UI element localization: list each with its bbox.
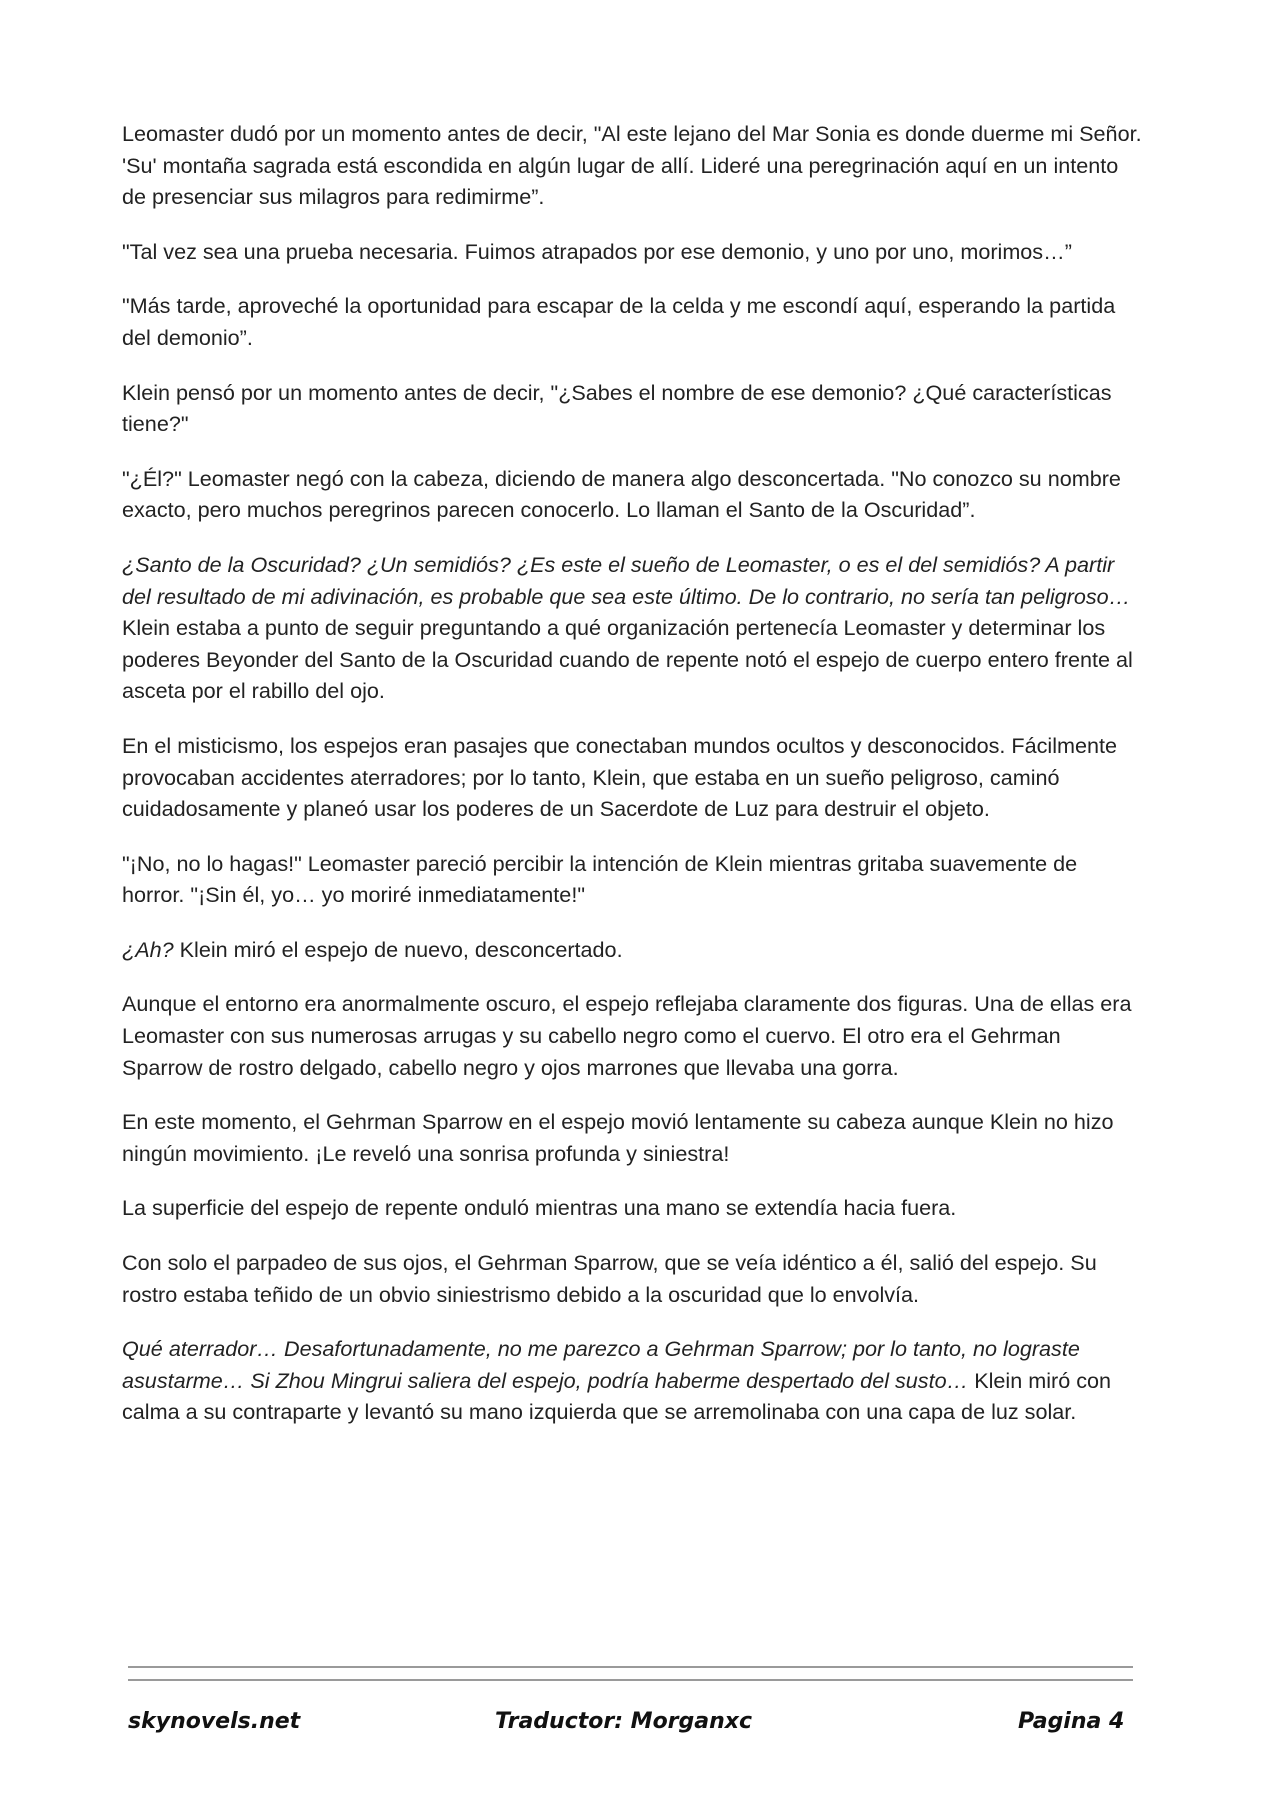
paragraph-8: "¡No, no lo hagas!" Leomaster pareció percibir la intención de Klein mientras gritaba suavemente de horror. "¡Sin él, yo… yo moriré inmediatamente!" <box>122 850 1078 908</box>
footer-site: skynovels.net <box>128 1709 301 1734</box>
paragraph-5: "¿Él?" Leomaster negó con la cabeza, diciendo de manera algo desconcertada. "No conozco su nombre exacto, pero muchos peregrinos parecen conocerlo. Lo llaman el Santo de la Oscuridad”. <box>122 465 1121 523</box>
footer-divider-top <box>128 1666 1133 1668</box>
footer-translator: Traductor: Morganxc <box>495 1709 753 1734</box>
body-text <box>122 118 1142 1451</box>
footer-page-number: Pagina 4 <box>1018 1709 1125 1734</box>
paragraph-10: Aunque el entorno era anormalmente oscuro, el espejo reflejaba claramente dos figuras. Una de ellas era Leomaster con sus numerosas arrugas y su cabello negro como el cuervo. El otro era el Gehrman Sparrow de rostro delgado, cabello negro y ojos marrones que llevaba una gorra. <box>122 991 1132 1080</box>
paragraph-3: "Más tarde, aproveché la oportunidad para escapar de la celda y me escondí aquí, esperando la partida del demonio”. <box>122 293 1116 350</box>
paragraph-4: Klein pensó por un momento antes de decir, "¿Sabes el nombre de ese demonio? ¿Qué características tiene?" <box>122 379 1112 437</box>
paragraph-2: "Tal vez sea una prueba necesaria. Fuimos atrapados por ese demonio, y uno por uno, morimos…” <box>122 238 1072 264</box>
paragraph-14: Qué aterrador… Desafortunadamente, no me parezco a Gehrman Sparrow; por lo tanto, no lograste asustarme… Si Zhou Mingrui saliera del espejo, podría haberme despertado del susto… Klein miró con calma a su contraparte y levantó su mano izquierda que se arremolinaba con una capa de luz solar. <box>122 1336 1112 1425</box>
paragraph-13: Con solo el parpadeo de sus ojos, el Gehrman Sparrow, que se veía idéntico a él, salió del espejo. Su rostro estaba teñido de un obvio siniestrismo debido a la oscuridad que lo envolvía. <box>122 1250 1097 1307</box>
paragraph-1: Leomaster dudó por un momento antes de decir, "Al este lejano del Mar Sonia es donde duerme mi Señor. 'Su' montaña sagrada está escondida en algún lugar de allí. Lideré una peregrinación aquí en un intento de presenciar sus milagros para redimirme”. <box>122 121 1142 210</box>
paragraph-12: La superficie del espejo de repente onduló mientras una mano se extendía hacia fuera. <box>122 1195 957 1221</box>
paragraph-6: ¿Santo de la Oscuridad? ¿Un semidiós? ¿Es este el sueño de Leomaster, o es el del semidiós? A partir del resultado de mi adivinación, es probable que sea este último. De lo contrario, no sería tan peligroso… Klein estaba a punto de seguir preguntando a qué organización pertenecía Leomaster y determinar los poderes Beyonder del Santo de la Oscuridad cuando de repente notó el espejo de cuerpo entero frente al asceta por el rabillo del ojo. <box>122 551 1133 704</box>
paragraph-11: En este momento, el Gehrman Sparrow en el espejo movió lentamente su cabeza aunque Klein no hizo ningún movimiento. ¡Le reveló una sonrisa profunda y siniestra! <box>122 1109 1114 1166</box>
paragraph-7: En el misticismo, los espejos eran pasajes que conectaban mundos ocultos y desconocidos. Fácilmente provocaban accidentes aterradores; por lo tanto, Klein, que estaba en un sueño peligroso, caminó cuidadosamente y planeó usar los poderes de un Sacerdote de Luz para destruir el objeto. <box>122 732 1118 822</box>
footer-divider-bottom <box>128 1679 1133 1681</box>
paragraph-9: ¿Ah? Klein miró el espejo de nuevo, desconcertado. <box>122 936 623 962</box>
